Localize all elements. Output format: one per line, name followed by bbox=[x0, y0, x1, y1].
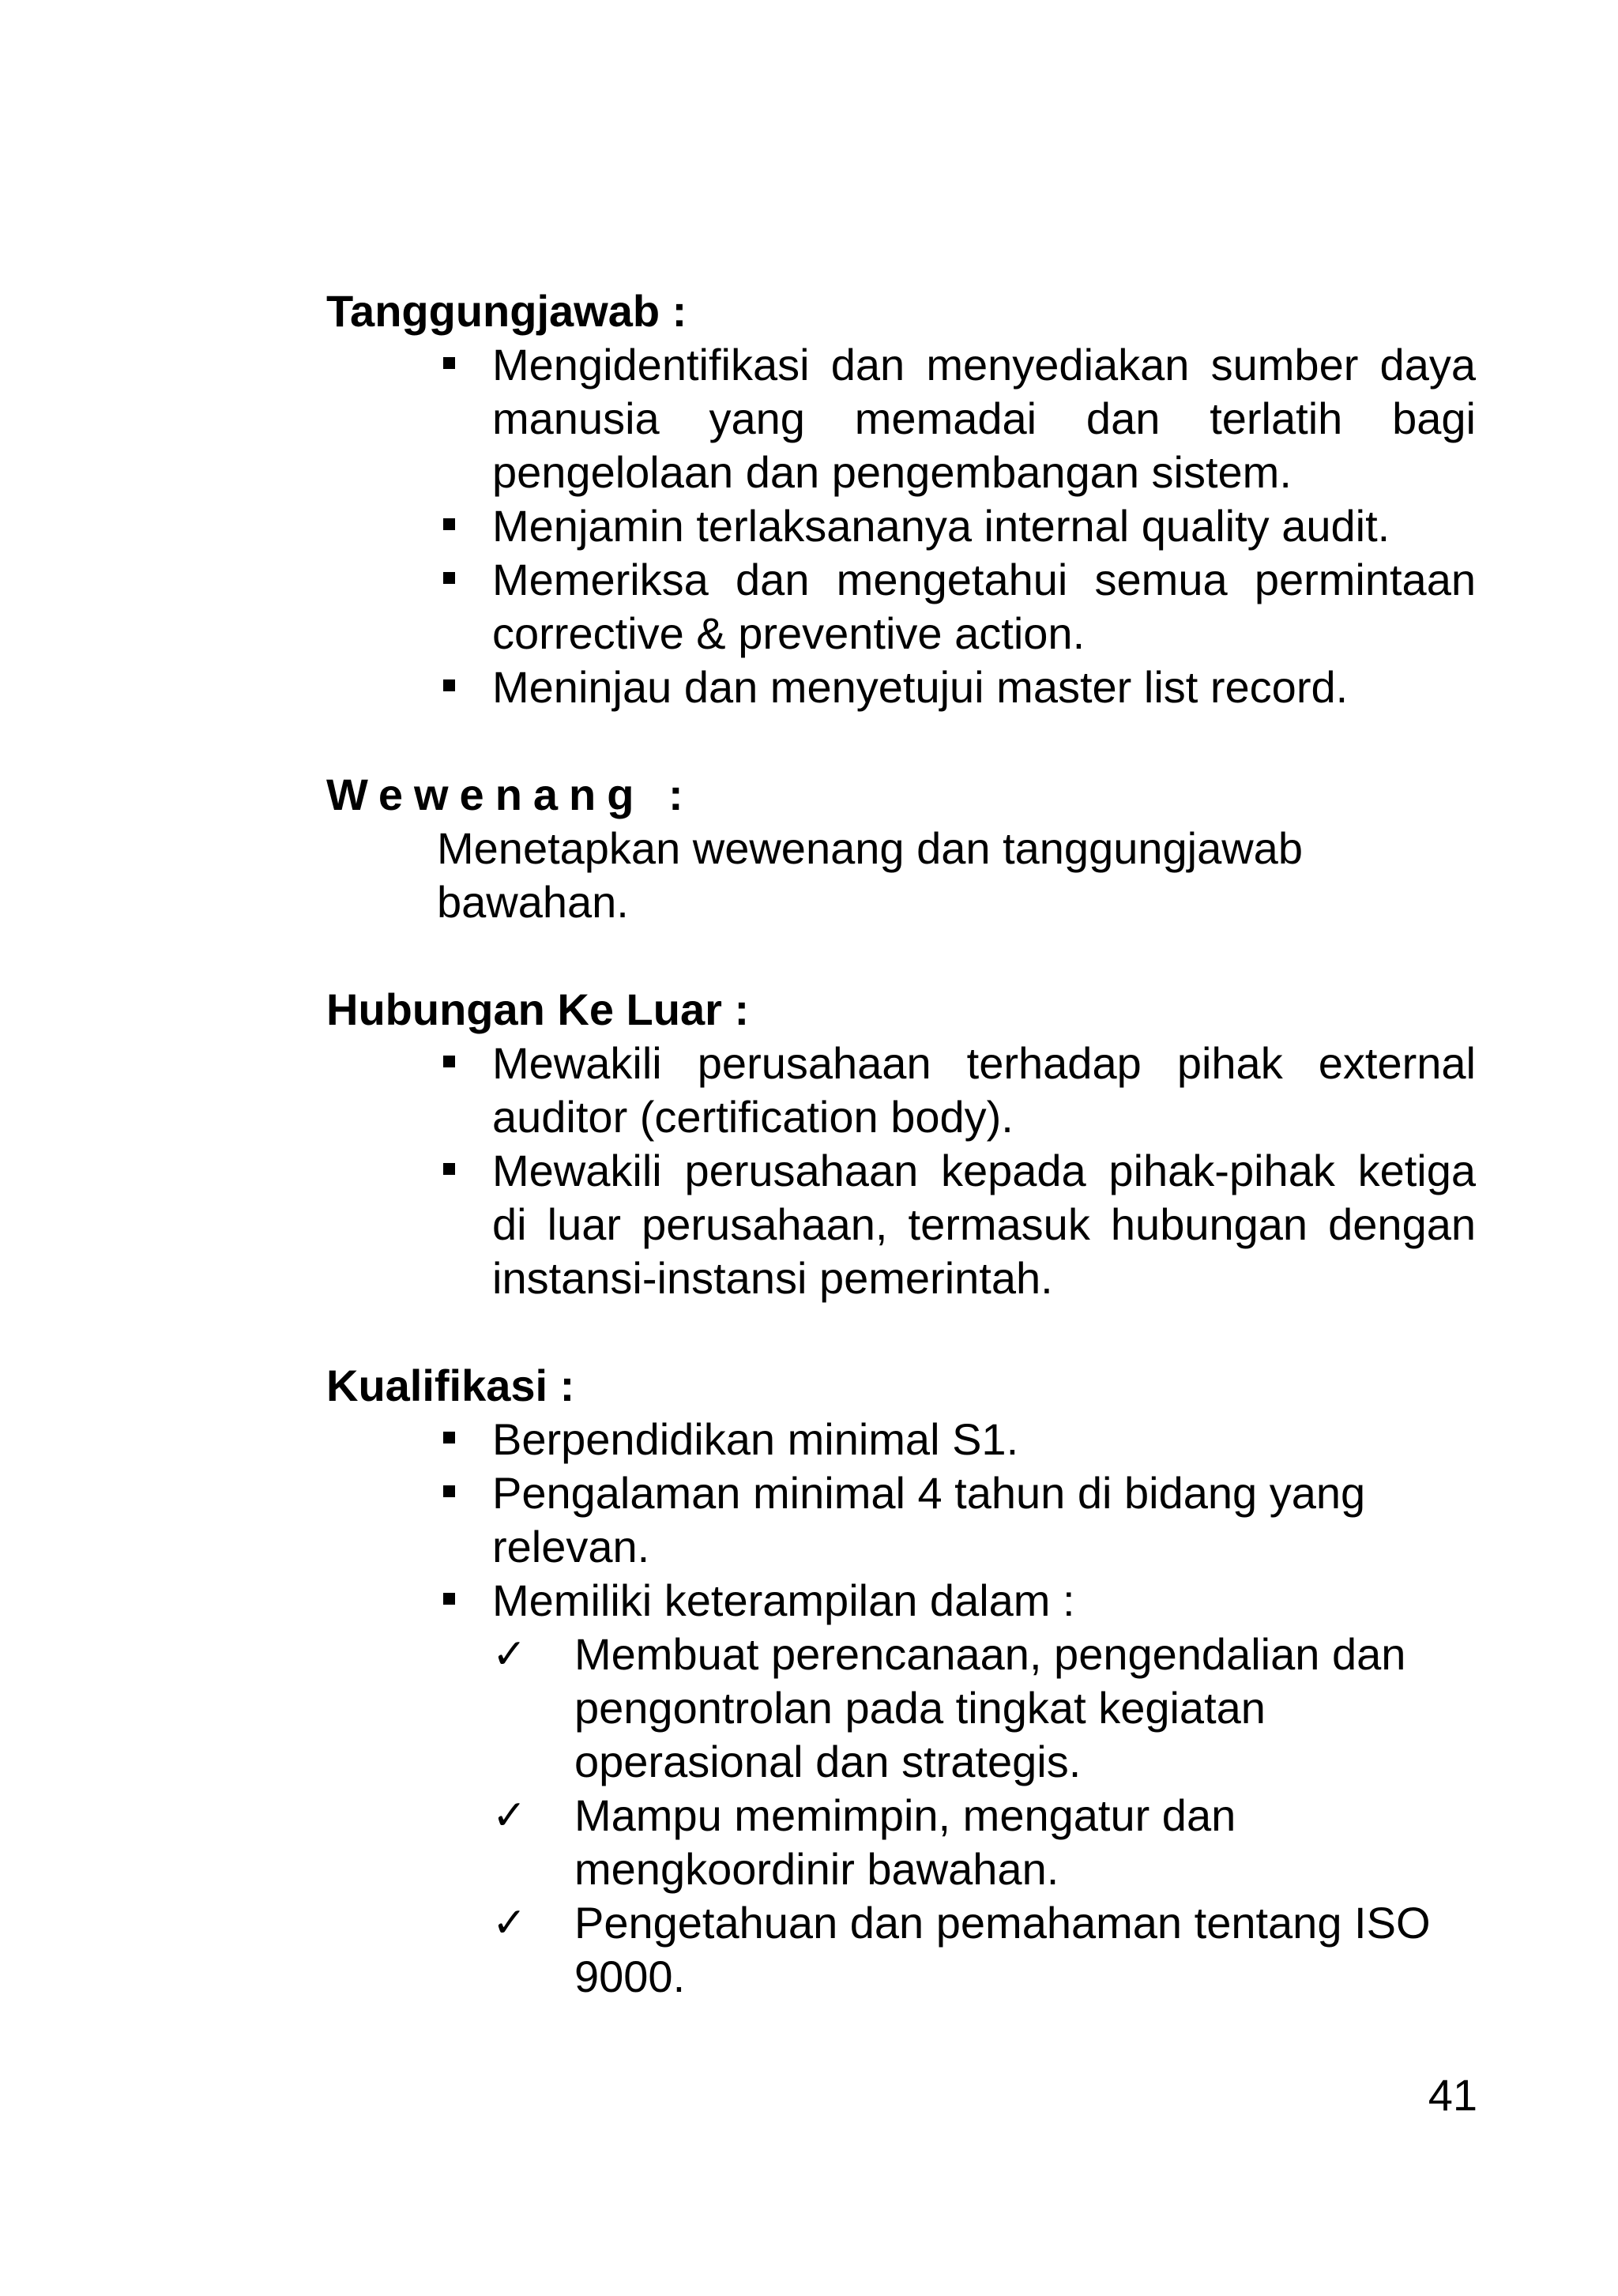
check-list-item bbox=[492, 1789, 1476, 1896]
checkmark-icon: ✓ bbox=[492, 1631, 527, 1678]
list-item-text: Pengalaman minimal 4 tahun di bidang yang relevan. bbox=[492, 1468, 1366, 1571]
square-bullet-icon bbox=[443, 1163, 455, 1175]
list-item-text: Mewakili perusahaan kepada pihak-pihak ketiga di luar perusahaan, termasuk hubungan dengan instansi-instansi pemerintah. bbox=[492, 1146, 1476, 1303]
list-item bbox=[437, 1574, 1476, 2004]
wewenang-text bbox=[326, 822, 1476, 929]
square-bullet-icon bbox=[443, 1485, 455, 1497]
bullet-list-hubungan bbox=[326, 1037, 1476, 1305]
list-item bbox=[437, 1144, 1476, 1305]
check-list-item-text: Pengetahuan dan pemahaman tentang ISO 9000. bbox=[574, 1898, 1431, 2001]
document-page bbox=[326, 284, 1476, 2057]
check-list-item-text: Mampu memimpin, mengatur dan mengkoordinir bawahan. bbox=[574, 1790, 1236, 1894]
bullet-list-tanggungjawab bbox=[326, 338, 1476, 714]
checkmark-icon: ✓ bbox=[492, 1792, 527, 1839]
square-bullet-icon bbox=[443, 1432, 455, 1443]
list-item-text: Menjamin terlaksananya internal quality audit. bbox=[492, 501, 1390, 551]
list-item-text: Memiliki keterampilan dalam : bbox=[492, 1575, 1075, 1625]
check-list-keterampilan bbox=[492, 1628, 1476, 2004]
check-list-item bbox=[492, 1896, 1476, 2004]
list-item bbox=[437, 553, 1476, 661]
list-item bbox=[437, 1413, 1476, 1466]
section-wewenang bbox=[326, 768, 1476, 929]
check-list-item bbox=[492, 1628, 1476, 1789]
list-item-text: Berpendidikan minimal S1. bbox=[492, 1414, 1019, 1464]
section-tanggungjawab bbox=[326, 284, 1476, 714]
square-bullet-icon bbox=[443, 679, 455, 691]
square-bullet-icon bbox=[443, 1593, 455, 1605]
list-item bbox=[437, 661, 1476, 714]
section-title-tanggungjawab: Tanggungjawab : bbox=[326, 286, 687, 336]
list-item bbox=[437, 338, 1476, 499]
wewenang-text-line1: Menetapkan wewenang dan tanggungjawab bbox=[437, 823, 1303, 873]
section-hubungan-ke-luar bbox=[326, 983, 1476, 1305]
page-number: 41 bbox=[1428, 2070, 1477, 2120]
section-title-wewenang: Wewenang : bbox=[326, 770, 694, 819]
checkmark-icon: ✓ bbox=[492, 1899, 527, 1947]
list-item-text: Mewakili perusahaan terhadap pihak external auditor (certification body). bbox=[492, 1038, 1476, 1142]
square-bullet-icon bbox=[443, 1056, 455, 1067]
check-list-item-text: Membuat perencanaan, pengendalian dan pengontrolan pada tingkat kegiatan operasional dan strategis. bbox=[574, 1629, 1406, 1786]
bullet-list-kualifikasi bbox=[326, 1413, 1476, 2004]
list-item bbox=[437, 499, 1476, 553]
list-item bbox=[437, 1037, 1476, 1144]
section-kualifikasi bbox=[326, 1359, 1476, 2004]
list-item-text: Meninjau dan menyetujui master list record. bbox=[492, 662, 1349, 712]
section-title-kualifikasi: Kualifikasi : bbox=[326, 1361, 575, 1410]
square-bullet-icon bbox=[443, 518, 455, 530]
list-item bbox=[437, 1466, 1476, 1574]
section-title-hubungan-ke-luar: Hubungan Ke Luar : bbox=[326, 984, 750, 1034]
list-item-text: Mengidentifikasi dan menyediakan sumber daya manusia yang memadai dan terlatih bagi pengelolaan dan pengembangan sistem. bbox=[492, 340, 1476, 497]
wewenang-text-line2: bawahan. bbox=[437, 877, 629, 927]
list-item-text: Memeriksa dan mengetahui semua permintaan corrective & preventive action. bbox=[492, 555, 1476, 658]
square-bullet-icon bbox=[443, 357, 455, 369]
square-bullet-icon bbox=[443, 572, 455, 584]
